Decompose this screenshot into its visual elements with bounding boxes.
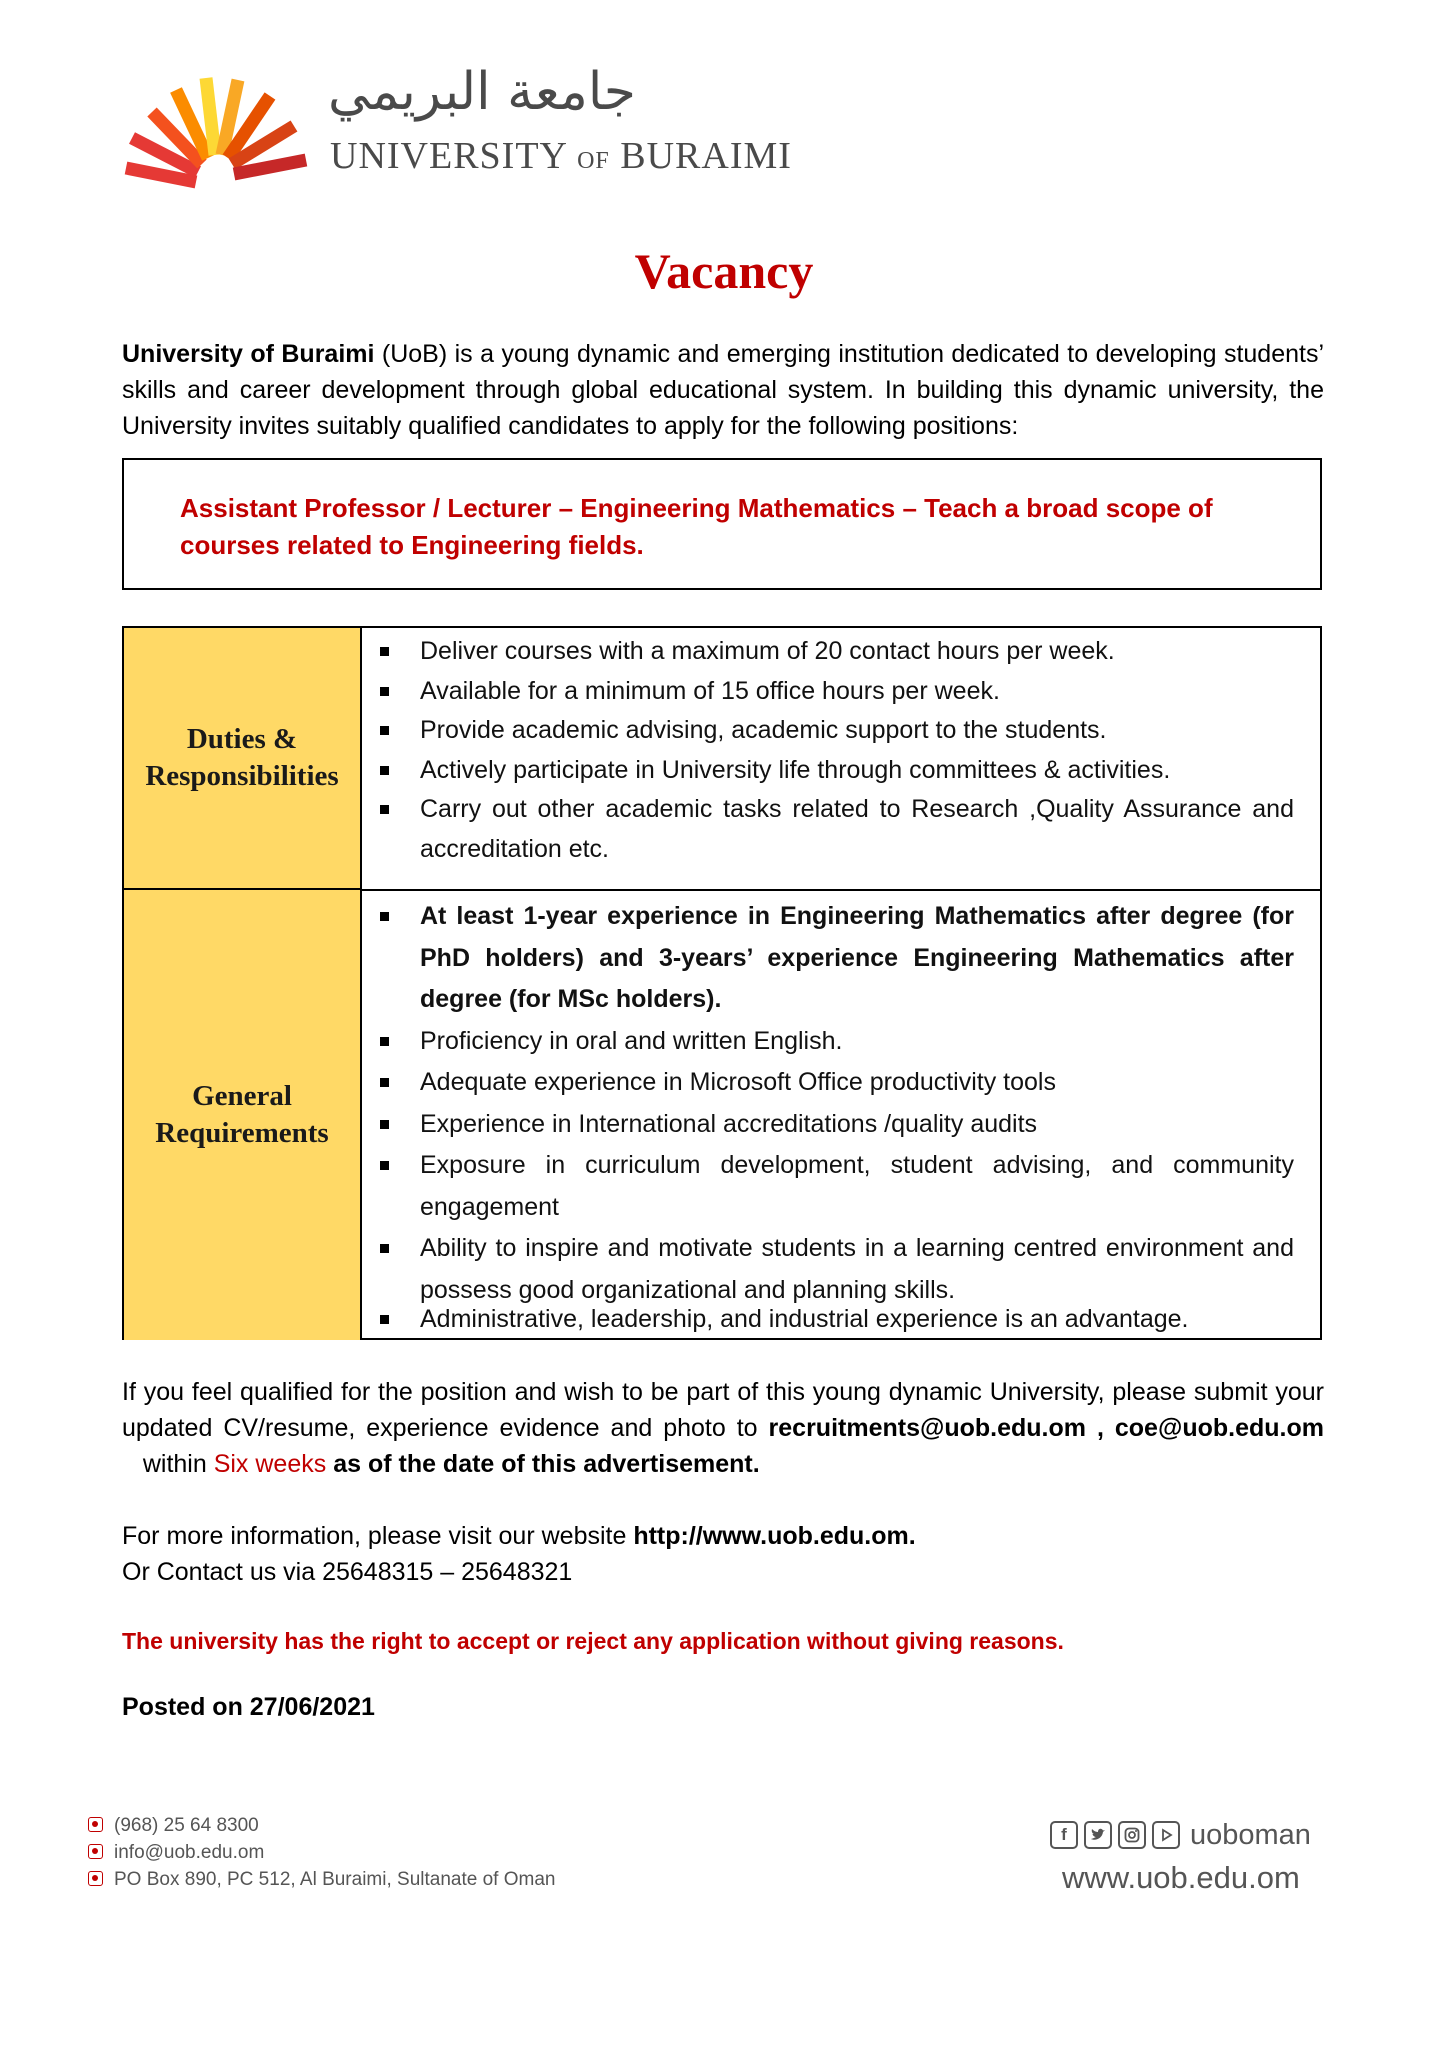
logo-english-end: BURAIMI [620, 135, 792, 177]
list-item: Exposure in curriculum development, student advising, and community engagement [374, 1145, 1294, 1228]
coe-email-link[interactable]: coe@uob.edu.om [1114, 1414, 1324, 1442]
position-title: Assistant Professor / Lecturer – Engineering Mathematics – Teach a broad scope of courses related to Engineering fields. [180, 493, 1213, 560]
phone-icon [88, 1817, 103, 1832]
disclaimer: The university has the right to accept or reject any application without giving reasons. [122, 1628, 1064, 1654]
youtube-icon[interactable] [1152, 1821, 1180, 1849]
list-item: Experience in International accreditations /quality audits [374, 1104, 1294, 1146]
social-row [1050, 1818, 1311, 1852]
recruitment-email-link[interactable]: recruitments@uob.edu.om , [768, 1414, 1104, 1442]
general-requirements-label: General Requirements [124, 890, 362, 1340]
social-handle: uoboman [1190, 1818, 1311, 1851]
duties-label: Duties & Responsibilities [124, 628, 362, 890]
apply-paragraph [122, 1374, 1324, 1482]
twitter-icon[interactable] [1084, 1821, 1112, 1849]
list-item: Deliver courses with a maximum of 20 contact hours per week. [374, 632, 1294, 672]
list-item: Adequate experience in Microsoft Office productivity tools [374, 1062, 1294, 1104]
footer-contact [88, 1812, 555, 1893]
list-item: Administrative, leadership, and industrial experience is an advantage. [374, 1299, 1294, 1341]
page-title: Vacancy [634, 243, 814, 299]
duties-list [374, 632, 1294, 869]
apply-duration: Six weeks [213, 1450, 327, 1478]
footer-social [1050, 1818, 1340, 1898]
mail-icon [88, 1844, 103, 1859]
logo-english-main: UNIVERSITY [330, 135, 567, 177]
logo-english-name [330, 134, 792, 178]
list-item: Actively participate in University life through committees & activities. [374, 751, 1294, 791]
table-row-divider [362, 889, 1320, 891]
footer-phone-line [88, 1812, 555, 1839]
footer-address: PO Box 890, PC 512, Al Buraimi, Sultanate of Oman [114, 1869, 556, 1890]
location-pin-icon [88, 1871, 103, 1886]
contact-line: Or Contact us via 25648315 – 25648321 [122, 1558, 573, 1586]
position-box [122, 458, 1322, 590]
intro-text: (UoB) is a young dynamic and emerging institution dedicated to developing students’ skills and career development through global educational system. In building this dynamic university, the University invites suitably qualified candidates to apply for the following positions: [122, 340, 1325, 440]
general-requirements-list [374, 896, 1294, 1341]
logo-english-of: OF [577, 148, 610, 174]
footer-website[interactable]: www.uob.edu.om [1062, 1860, 1300, 1895]
info-paragraph [122, 1518, 1324, 1590]
list-item: Provide academic advising, academic support to the students. [374, 711, 1294, 751]
list-item: Ability to inspire and motivate students in a learning centred environment and possess good organizational and planning skills. [374, 1228, 1294, 1311]
list-item: Carry out other academic tasks related to Research ,Quality Assurance and accreditation etc. [374, 790, 1294, 869]
list-item: At least 1-year experience in Engineering Mathematics after degree (for PhD holders) and 3-years’ experience Engineering Mathematics after degree (for MSc holders). [374, 896, 1294, 1021]
intro-university-name: University of Buraimi [122, 340, 375, 368]
intro-paragraph [122, 336, 1324, 444]
list-item: Available for a minimum of 15 office hours per week. [374, 672, 1294, 712]
instagram-icon[interactable] [1118, 1821, 1146, 1849]
sun-rays-logo-icon [118, 60, 308, 190]
logo-arabic-name: جامعة البريمي [328, 62, 636, 122]
website-link[interactable]: http://www.uob.edu.om. [633, 1522, 916, 1550]
requirements-table [122, 626, 1322, 1340]
apply-end: as of the date of this advertisement. [326, 1450, 760, 1478]
list-item: Proficiency in oral and written English. [374, 1021, 1294, 1063]
footer-phone: (968) 25 64 8300 [114, 1815, 259, 1836]
website-prefix: For more information, please visit our website [122, 1522, 634, 1550]
apply-text: If you feel qualified for the position and wish to be part of this young dynamic University, please submit your updated CV/resume, experience evidence and photo to [122, 1378, 1324, 1442]
facebook-icon[interactable]: f [1050, 1821, 1078, 1849]
footer-email[interactable]: info@uob.edu.om [114, 1842, 265, 1863]
university-logo [118, 60, 818, 190]
posted-date: Posted on 27/06/2021 [122, 1693, 375, 1721]
footer-email-line [88, 1839, 555, 1866]
website-line [122, 1518, 1324, 1554]
footer-address-line [88, 1866, 555, 1893]
apply-within: within [122, 1450, 214, 1478]
